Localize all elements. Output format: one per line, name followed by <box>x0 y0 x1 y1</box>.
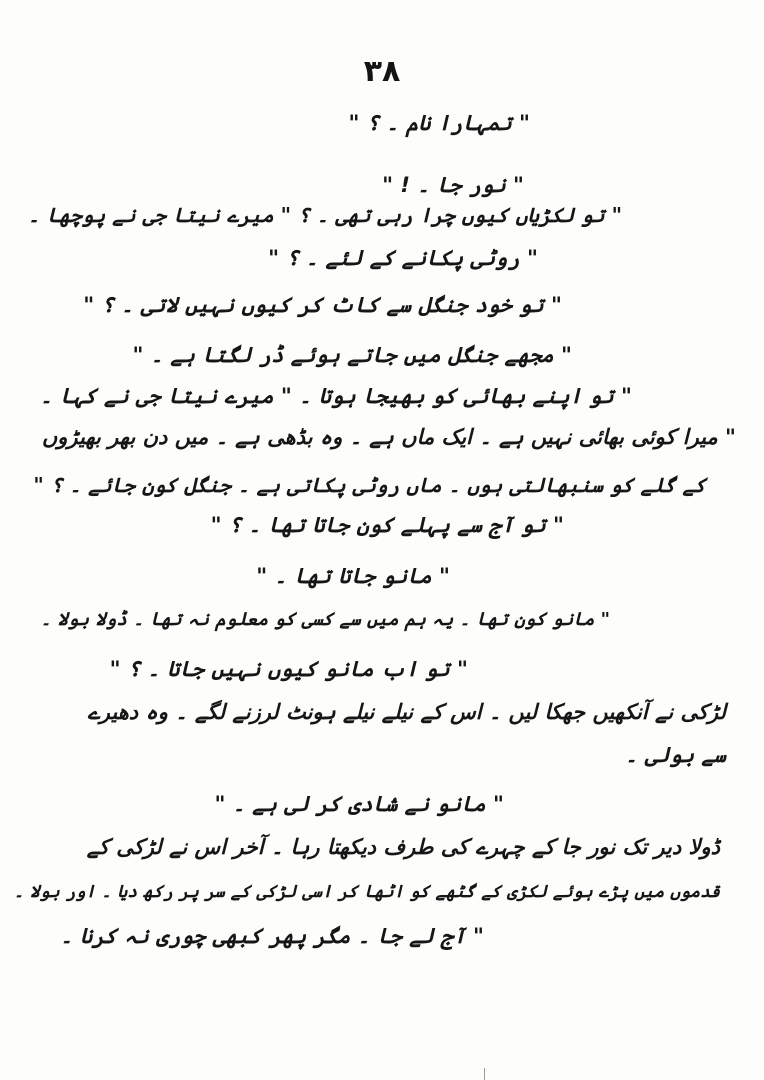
scan-edge-mark <box>484 1068 485 1080</box>
text-line: سے بولی ۔ <box>625 743 726 767</box>
text-line: " روٹی پکانے کے لئے ۔ ؟ " <box>268 246 538 270</box>
text-line: " مانو کون تھا ۔ یہ ہم میں سے کسی کو معلوم نہ تھا ۔ ڈولا بولا ۔ <box>40 609 610 630</box>
text-line: " نور جا ۔ ! " <box>382 173 524 197</box>
text-line: ڈولا دیر تک نور جا کے چہرے کی طرف دیکھتا رہا ۔ آخر اس نے لڑکی کے <box>86 835 720 859</box>
text-line: " تمہارا نام ۔ ؟ " <box>348 111 530 135</box>
text-line: " مانو جاتا تھا ۔ " <box>256 564 450 588</box>
text-line: " تو لکڑیاں کیوں چرا رہی تھی ۔ ؟ " میرے نیتا جی نے پوچھا ۔ <box>27 203 622 227</box>
text-line: لڑکی نے آنکھیں جھکا لیں ۔ اس کے نیلے نیلے ہونٹ لرزنے لگے ۔ وہ دھیرے <box>87 700 726 724</box>
text-line: " مجھے جنگل میں جاتے ہوئے ڈر لگتا ہے ۔ " <box>132 343 572 367</box>
text-line: " تو اب مانو کیوں نہیں جاتا ۔ ؟ " <box>109 657 468 681</box>
text-line: " میرا کوئی بھائی نہیں ہے ۔ ایک ماں ہے ۔ وہ بڈھی ہے ۔ میں دن بھر بھیڑوں <box>41 425 736 449</box>
text-line: " آج لے جا ۔ مگر پھر کبھی چوری نہ کرنا ۔ <box>60 924 484 948</box>
text-line: کے گلے کو سنبھالتی ہوں ۔ ماں روٹی پکاتی ہے ۔ جنگل کون جائے ۔ ؟ " <box>33 473 706 497</box>
text-line: قدموں میں پڑے ہوئے لکڑی کے گٹھے کو اٹھا کر اسی لڑکی کے سر پر رکھ دیا ۔ اور بولا ۔ <box>13 882 720 902</box>
page-number: ۳۸ <box>363 54 401 89</box>
text-line: " تو آج سے پہلے کون جاتا تھا ۔ ؟ " <box>210 513 564 537</box>
text-line: " مانو نے شادی کر لی ہے ۔ " <box>214 792 504 816</box>
text-line: " تو اپنے بھائی کو بھیجا ہوتا ۔ " میرے نیتا جی نے کہا ۔ <box>40 384 632 408</box>
text-line: " تو خود جنگل سے کاٹ کر کیوں نہیں لاتی ۔ ؟ " <box>83 293 562 317</box>
